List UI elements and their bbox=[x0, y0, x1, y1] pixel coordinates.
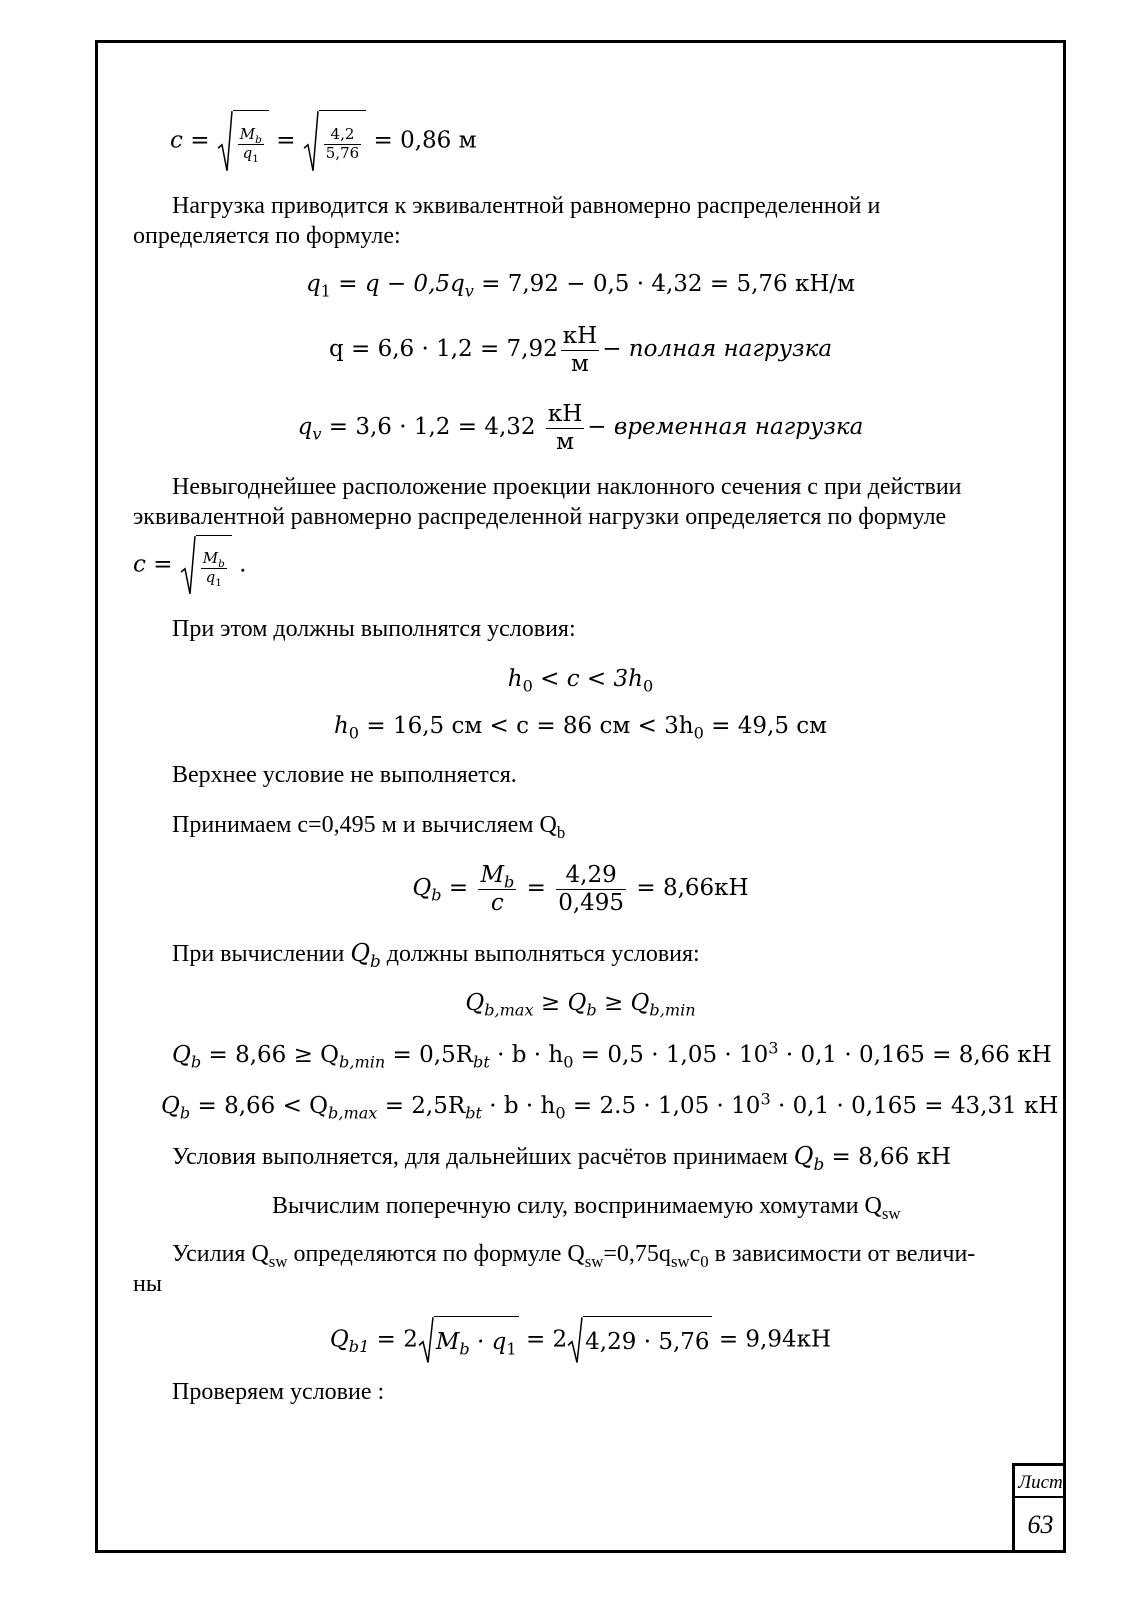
formula-qb-min: $Q_b = 8,66 \ge Q_{b,min} = 0,5R_{bt} \cdot b \cdot h_0 = 0,5 \cdot 1,05 \cdot 10^3 \cdot 0,1 \cdot 0,165 = 8,66$ кН bbox=[172, 1038, 1052, 1072]
paragraph: Вычислим поперечную силу, воспринимаемую хомутами $Q_{sw}$ bbox=[272, 1193, 901, 1223]
sheet-stamp bbox=[1012, 1463, 1066, 1553]
sqrt bbox=[180, 535, 232, 596]
paragraph: эквивалентной равномерно распределенной нагрузки определяется по формуле bbox=[133, 504, 947, 530]
formula-qb-max: $Q_b = 8,66 < Q_{b,max} = 2,5R_{bt} \cdot b \cdot h_0 = 2.5 \cdot 1,05 \cdot 10^3 \cdot 0,1 \cdot 0,165 = 43,31$ кН bbox=[161, 1089, 1059, 1123]
formula-qb-condition: $Q_{b,max} \ge Q_b \ge Q_{b,min}$ bbox=[465, 990, 696, 1020]
paragraph: Нагрузка приводится к эквивалентной равномерно распределенной и bbox=[172, 193, 881, 219]
paragraph: При этом должны выполнятся условия: bbox=[172, 616, 576, 642]
fraction: $\frac{M_b}{c}$ bbox=[480, 862, 515, 916]
paragraph: определяется по формуле: bbox=[133, 223, 401, 249]
fraction: $\frac{M_b}{q_1}$ bbox=[239, 125, 262, 165]
paragraph: ны bbox=[133, 1271, 162, 1297]
sqrt bbox=[303, 110, 366, 173]
paragraph: Усилия $Q_{sw}$ определяются по формуле $Q_{sw}=0,75q_{sw}c_0$ в зависимости от величи- bbox=[172, 1241, 976, 1271]
fraction: $\frac{4,2}{5,76}$ bbox=[325, 125, 360, 162]
sqrt: $M_b \cdot q_1$ bbox=[418, 1316, 519, 1365]
sheet-label: Лист bbox=[1015, 1466, 1066, 1498]
paragraph: Условия выполняется, для дальнейших расчётов принимаем $Q_b = 8,66$ кН bbox=[172, 1142, 952, 1174]
formula-h-values: $h_0 = 16,5$ см < с = 86 см < $3h_0 = 49,5$ см bbox=[333, 713, 828, 743]
paragraph: Невыгоднейшее расположение проекции наклонного сечения c при действии bbox=[172, 474, 962, 500]
formula-qv: $q_v = 3,6 \cdot 1,2 = 4,32$ кН м − временная нагрузка bbox=[297, 401, 864, 455]
sqrt bbox=[217, 110, 269, 173]
sheet-number: 63 bbox=[1027, 1510, 1054, 1539]
formula-q1: $q_1 = q - 0,5q_v = 7,92 - 0,5 \cdot 4,32 = 5,76$ кН/м bbox=[305, 271, 856, 301]
paragraph: Проверяем условие : bbox=[172, 1379, 385, 1405]
fraction: $\frac{4,29}{0,495}$ bbox=[558, 862, 625, 916]
fraction: кН м bbox=[562, 323, 598, 377]
paragraph: При вычислении $Q_b$ должны выполняться условия: bbox=[172, 939, 700, 971]
fraction: кН м bbox=[547, 401, 583, 455]
formula-c: c = $\frac{M_b}{q_1}$ . bbox=[133, 535, 247, 593]
formula-qb1: $Q_{b1} = 2$ $M_b \cdot q_1$ = 2 4,29 · 5,76 = 9,94кН bbox=[95, 1316, 1066, 1362]
fraction: $\frac{M_b}{q_1}$ bbox=[202, 549, 225, 589]
formula-qb: $Q_b$ = $\frac{M_b}{c}$ = $\frac{4,29}{0,495}$ = 8,66кН bbox=[412, 862, 749, 916]
sqrt: 4,29 · 5,76 bbox=[567, 1316, 711, 1365]
paragraph: Принимаем с=0,495 м и вычисляем $Q_b$ bbox=[172, 812, 566, 842]
formula-q-full: q = 6,6 · 1,2 = 7,92 кН м − полная нагрузка bbox=[328, 323, 833, 377]
paragraph: Верхнее условие не выполняется. bbox=[172, 762, 517, 788]
formula-c-value: c = $\frac{M_b}{q_1}$ = $\frac{4,2}{5,76}$ = 0,86 м bbox=[170, 110, 477, 170]
formula-h-condition: $h_0 < c < 3h_0$ bbox=[507, 666, 654, 696]
